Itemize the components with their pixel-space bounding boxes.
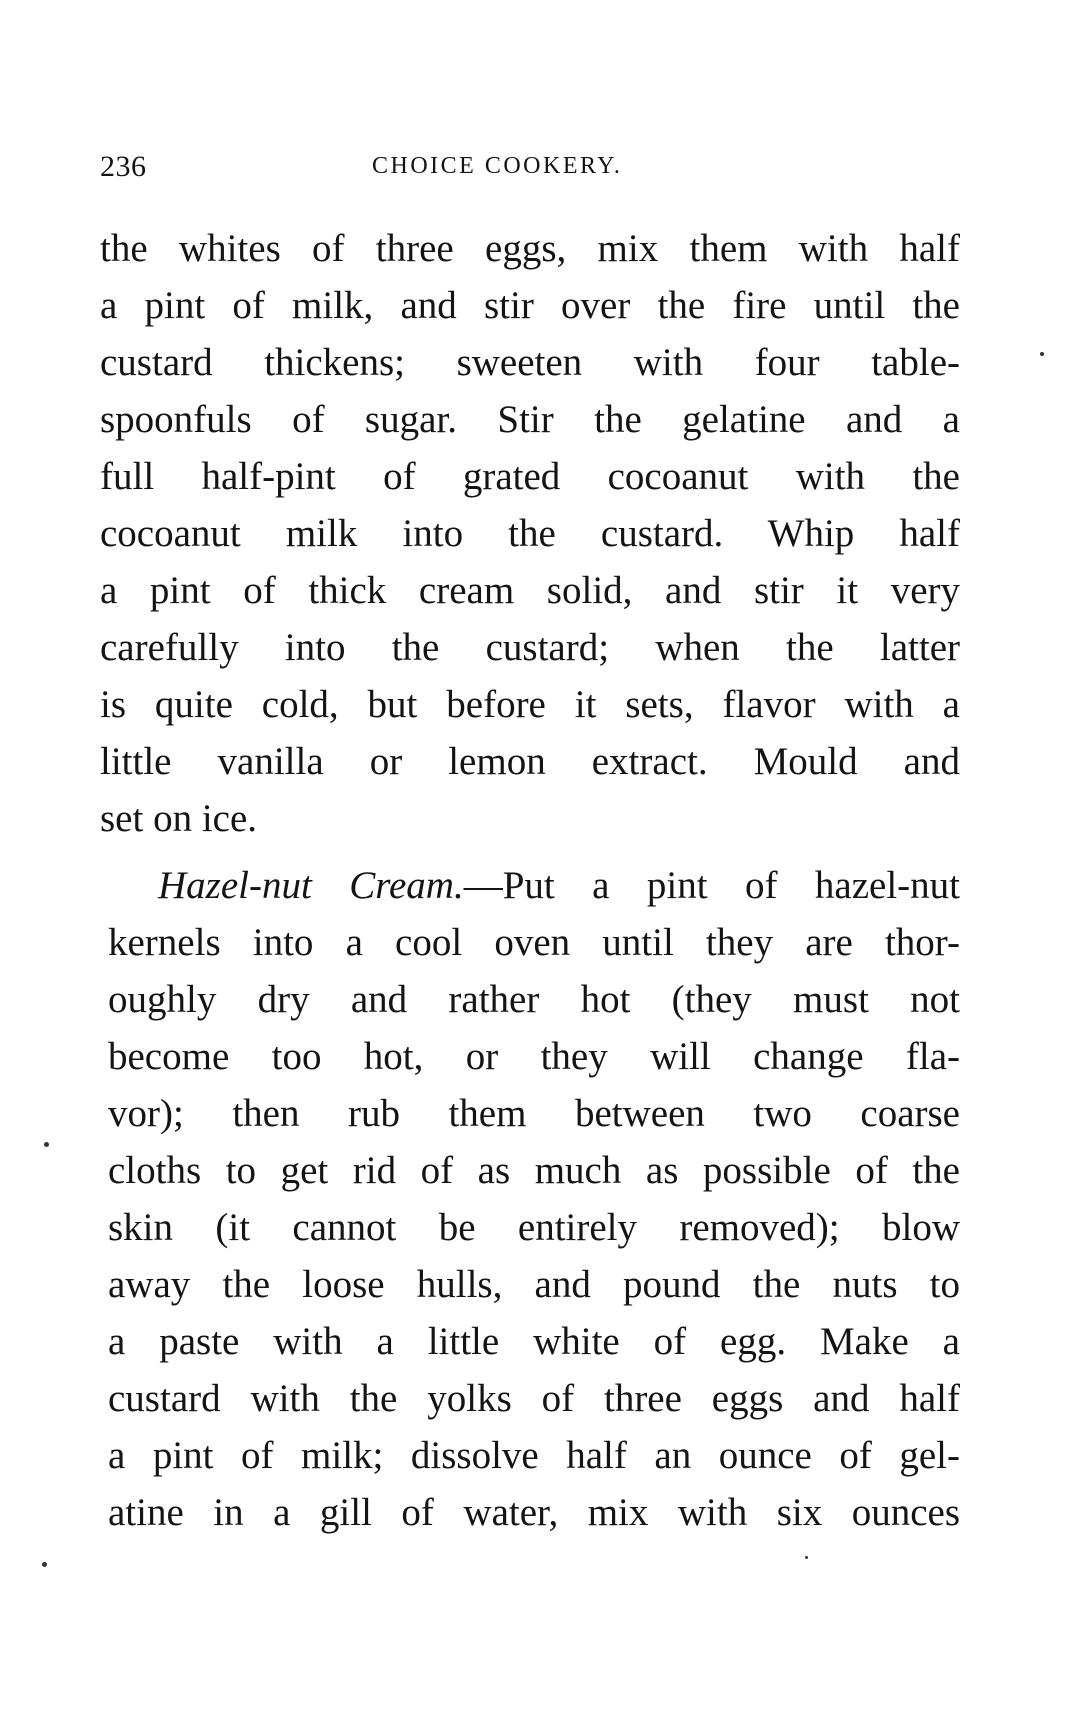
text-line: a pint of milk; dissolve half an ounce of gel- [108, 1434, 960, 1477]
text-line: a pint of milk, and stir over the fire until the [100, 284, 960, 327]
text-line: a paste with a little white of egg. Make a [108, 1320, 960, 1363]
paragraph-hazel-nut-cream [108, 857, 960, 1541]
scan-speck [805, 1556, 808, 1559]
text-line: is quite cold, but before it sets, flavor with a [100, 683, 960, 726]
text-line: carefully into the custard; when the latter [100, 626, 960, 669]
text-line: become too hot, or they will change fla- [108, 1035, 960, 1078]
first-line-text: —Put a pint of hazel-nut [463, 864, 960, 907]
paragraph-first-line [108, 857, 960, 914]
text-line: kernels into a cool oven until they are thor- [108, 921, 960, 964]
running-title: CHOICE COOKERY. [372, 153, 623, 179]
text-line: custard thickens; sweeten with four table- [100, 341, 960, 384]
text-line: oughly dry and rather hot (they must not [108, 978, 960, 1021]
text-line: a pint of thick cream solid, and stir it very [100, 569, 960, 612]
text-line: cloths to get rid of as much as possible of the [108, 1149, 960, 1192]
text-line: spoonfuls of sugar. Stir the gelatine and a [100, 398, 960, 441]
text-line: cocoanut milk into the custard. Whip half [100, 512, 960, 555]
text-line: little vanilla or lemon extract. Mould and [100, 740, 960, 783]
scan-speck [1040, 352, 1044, 356]
text-line: set on ice. [100, 797, 258, 840]
scan-speck [44, 1142, 49, 1147]
text-line: vor); then rub them between two coarse [108, 1092, 960, 1135]
text-line: custard with the yolks of three eggs and half [108, 1377, 960, 1420]
paragraph-continued [100, 220, 960, 847]
text-line: the whites of three eggs, mix them with half [100, 227, 960, 270]
text-line: away the loose hulls, and pound the nuts to [108, 1263, 960, 1306]
page-number: 236 [100, 150, 147, 183]
page-header [100, 150, 960, 190]
scan-speck [42, 1562, 47, 1567]
recipe-heading: Hazel-nut Cream. [158, 864, 464, 907]
text-line: full half-pint of grated cocoanut with the [100, 455, 960, 498]
text-line: skin (it cannot be entirely removed); blow [108, 1206, 960, 1249]
text-line: atine in a gill of water, mix with six ounces [108, 1491, 960, 1534]
